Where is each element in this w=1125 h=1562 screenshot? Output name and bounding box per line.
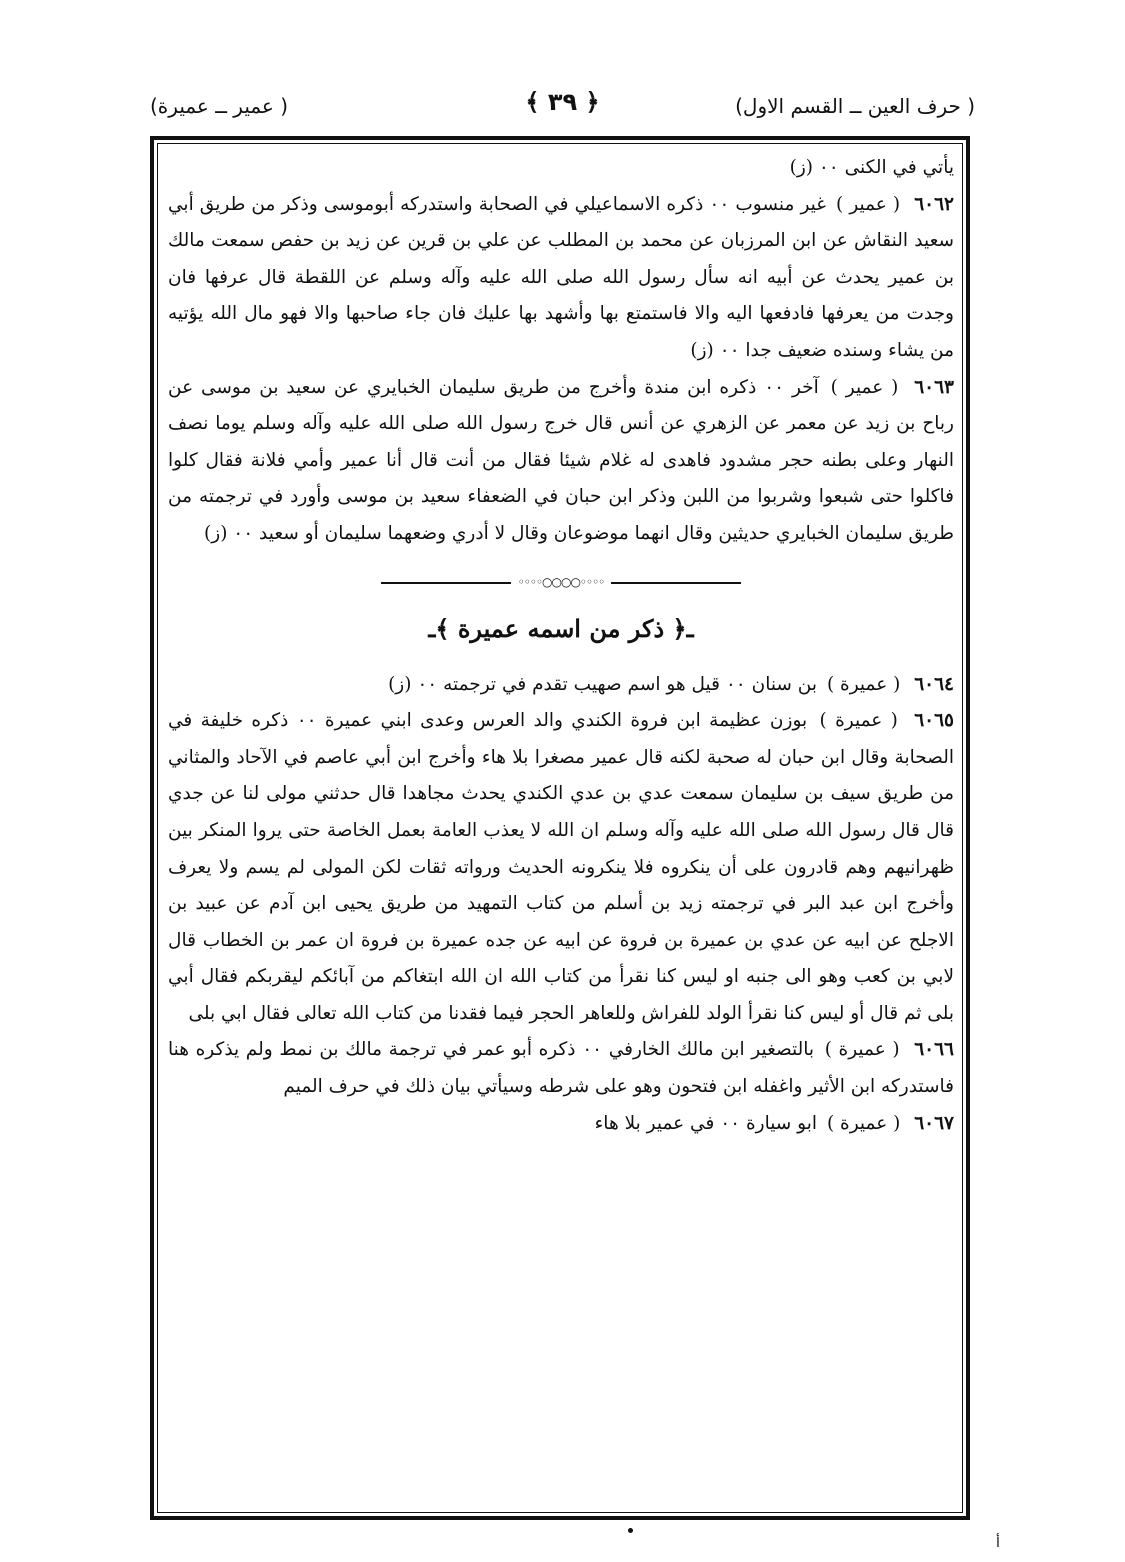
entry-6062 xyxy=(168,187,954,370)
entry-text: بوزن عظيمة ابن فروة الكندي والد العرس وعدى ابني عميرة ٠٠ ذكره خليفة في الصحابة وقال ابن حبان له صحبة لكنه قال عمير مصغرا بلا هاء وأخرج ابن أبي عاصم في الآحاد والمثاني من طريق سيف بن سليمان سمعت عدي بن عدي الكندي يحدث مجاهدا قال حدثني مولى لنا عن جدي قال قال رسول الله صلى الله عليه وآله وسلم ان الله لا يعذب العامة بعمل الخاصة حتى يروا المنكر بين ظهرانيهم وهم قادرون على أن ينكروه فلا ينكرونه الحديث ورواته ثقات لكن المولى لم يسم ولا يعرف وأخرج ابن عبد البر في ترجمته زيد بن أسلم من كتاب التمهيد من طريق يحيى ابن آدم عن عبيد بن الاجلح عن ابيه عن عدي بن عميرة بن فروة عن ابيه عن جده عميرة بن فروة ان عمر بن الخطاب قال لابي بن كعب وهو الى جنبه او ليس كنا نقرأ من كتاب الله ان الله ابتغاكم من آبائكم ليقربكم فقال أبي بلى ثم قال أو ليس كنا نقرأ الولد للفراش وللعاهر الحجر فيما فقدنا من كتاب الله تعالى فقال ابي بلى xyxy=(168,710,954,1024)
entry-number: ٦٠٦٦ xyxy=(914,1039,954,1061)
entry-name: ( عميرة ) xyxy=(824,1039,900,1061)
entry-text: بالتصغير ابن مالك الخارفي ٠٠ ذكره أبو عمر في ترجمة مالك بن نمط ولم يذكره هنا فاستدركه ابن الأثير واغفله ابن فتحون وهو على شرطه وسيأتي بيان ذلك في حرف الميم xyxy=(168,1039,954,1098)
page-content xyxy=(168,150,954,1142)
entry-name: ( عمير ) xyxy=(830,376,899,398)
footer-mark: أ xyxy=(996,1535,1000,1551)
entry-6064 xyxy=(168,667,954,704)
entry-6066 xyxy=(168,1032,954,1105)
entry-number: ٦٠٦٣ xyxy=(914,376,954,398)
page-number: ﴿ ٣٩ ﴾ xyxy=(525,88,600,116)
entry-6065 xyxy=(168,703,954,1032)
header-chapter: ( حرف العين ــ القسم الاول) xyxy=(735,94,975,118)
entry-text: بن سنان ٠٠ قيل هو اسم صهيب تقدم في ترجمته ٠٠ (ز) xyxy=(388,673,818,695)
section-title: ـ﴿ ذكر من اسمه عميرة ﴾ـ xyxy=(428,613,694,643)
entry-6063 xyxy=(168,370,954,553)
section-divider xyxy=(381,571,741,595)
entry-6067 xyxy=(168,1106,954,1143)
entry-name: ( عمير ) xyxy=(836,193,901,215)
divider-ornament: ◦◦◦◦○○○○◦◦◦◦ xyxy=(511,574,611,590)
entry-text: غير منسوب ٠٠ ذكره الاسماعيلي في الصحابة واستدركه أبوموسى وذكر من طريق أبي سعيد النقاش عن ابن المرزبان عن محمد بن المطلب عن علي بن قرين عن زيد بن حفص سمعت مالك بن عمير يحدث عن أبيه انه سأل رسول الله صلى الله عليه وآله وسلم عن اللقطة قال عرفها فان وجدت من يعرفها فادفعها اليه والا فاستمتع بها وأشهد بها عليك فان جاء صاحبها والا فهو مال الله يؤتيه من يشاء وسنده ضعيف جدا ٠٠ (ز) xyxy=(168,193,954,361)
footer-dot xyxy=(628,1528,633,1533)
entry-number: ٦٠٦٤ xyxy=(914,673,954,695)
header-entry-range: ( عمير ــ عميرة) xyxy=(150,94,289,118)
entry-text: ابو سيارة ٠٠ في عمير بلا هاء xyxy=(594,1112,818,1134)
entry-continuation xyxy=(168,150,954,187)
entry-name: ( عميرة ) xyxy=(819,710,898,732)
entry-number: ٦٠٦٢ xyxy=(914,193,954,215)
entry-text: آخر ٠٠ ذكره ابن مندة وأخرج من طريق سليمان الخبايري عن سعيد بن موسى عن رباح بن زيد عن معمر عن الزهري عن أنس قال خرج رسول الله صلى الله عليه وآله وسلم يوما نصف النهار وعلى بطنه حجر مشدود فاهدى له غلام شيئا فقال من أنت قال أنا عمير وأمي فلانة فقال كلوا فاكلوا حتى شبعوا وشربوا من اللبن وذكر ابن حبان في الضعفاء سعيد بن موسى وأورد في ترجمته من طريق سليمان الخبايري حديثين وقال انهما موضوعان وقال لا أدري وضعهما سليمان أو سعيد ٠٠ (ز) xyxy=(168,376,954,544)
entry-number: ٦٠٦٥ xyxy=(914,710,954,732)
entry-text: يأتي في الكنى ٠٠ (ز) xyxy=(789,157,954,178)
entry-name: ( عميرة ) xyxy=(826,673,901,695)
page-header xyxy=(150,88,975,134)
entry-number: ٦٠٦٧ xyxy=(914,1112,954,1134)
entry-name: ( عميرة ) xyxy=(826,1112,901,1134)
